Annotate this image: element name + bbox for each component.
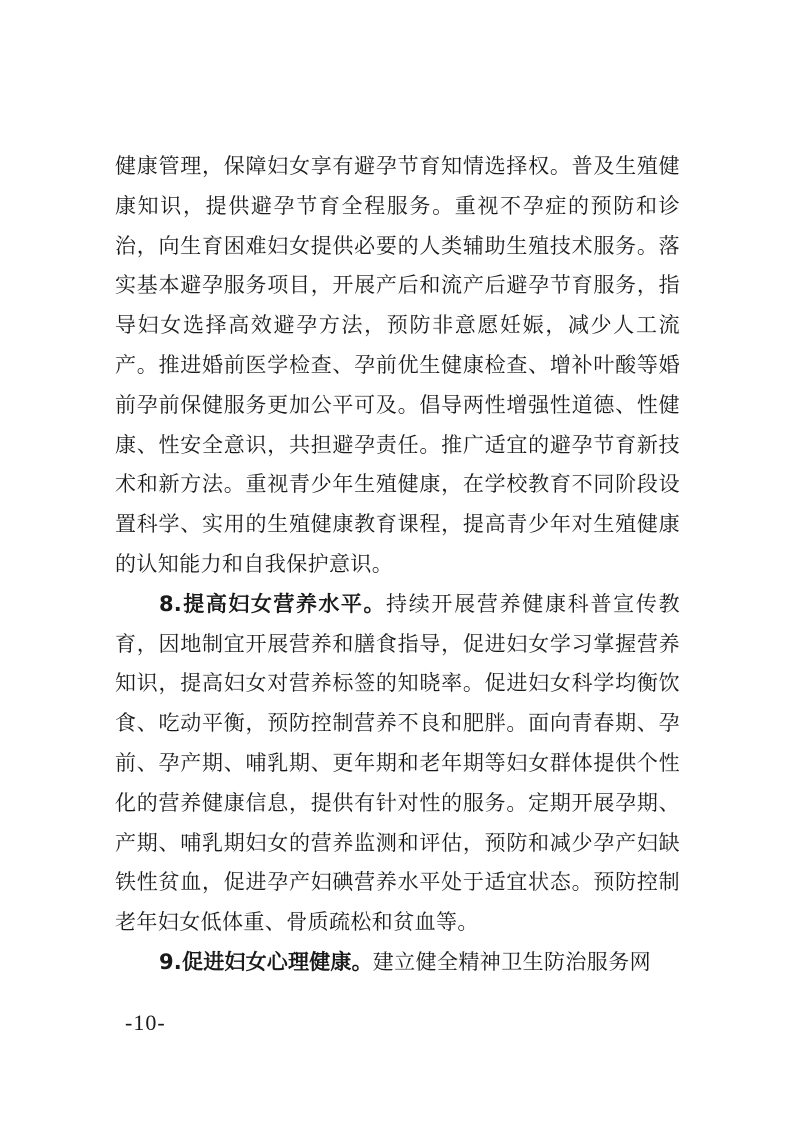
section-9-heading: 9.促进妇女心理健康。 <box>159 949 373 974</box>
section-9-body: 建立健全精神卫生防治服务网 <box>372 949 651 974</box>
document-body <box>115 147 680 983</box>
section-8-body: 持续开展营养健康科普宣传教育，因地制宜开展营养和膳食指导，促进妇女学习掌握营养知识，提高妇女对营养标签的知晓率。促进妇女科学均衡饮食、吃动平衡，预防控制营养不良和肥胖。面向青春期、孕前、孕产期、哺乳期、更年期和老年期等妇女群体提供个性化的营养健康信息，提供有针对性的服务。定期开展孕期、产期、哺乳期妇女的营养监测和评估，预防和减少孕产妇缺铁性贫血，促进孕产妇碘营养水平处于适宜状态。预防控制老年妇女低体重、骨质疏松和贫血等。 <box>115 591 681 935</box>
section-9-paragraph <box>115 943 680 983</box>
paragraph-continued: 健康管理，保障妇女享有避孕节育知情选择权。普及生殖健康知识，提供避孕节育全程服务。重视不孕症的预防和诊治，向生育困难妇女提供必要的人类辅助生殖技术服务。落实基本避孕服务项目，开展产后和流产后避孕节育服务，指导妇女选择高效避孕方法，预防非意愿妊娠，减少人工流产。推进婚前医学检查、孕前优生健康检查、增补叶酸等婚前孕前保健服务更加公平可及。倡导两性增强性道德、性健康、性安全意识，共担避孕责任。推广适宜的避孕节育新技术和新方法。重视青少年生殖健康，在学校教育不同阶段设置科学、实用的生殖健康教育课程，提高青少年对生殖健康的认知能力和自我保护意识。 <box>115 154 680 576</box>
section-8-paragraph <box>115 585 680 943</box>
page-number: -10- <box>125 1010 166 1035</box>
section-8-heading: 8.提高妇女营养水平。 <box>159 591 386 616</box>
